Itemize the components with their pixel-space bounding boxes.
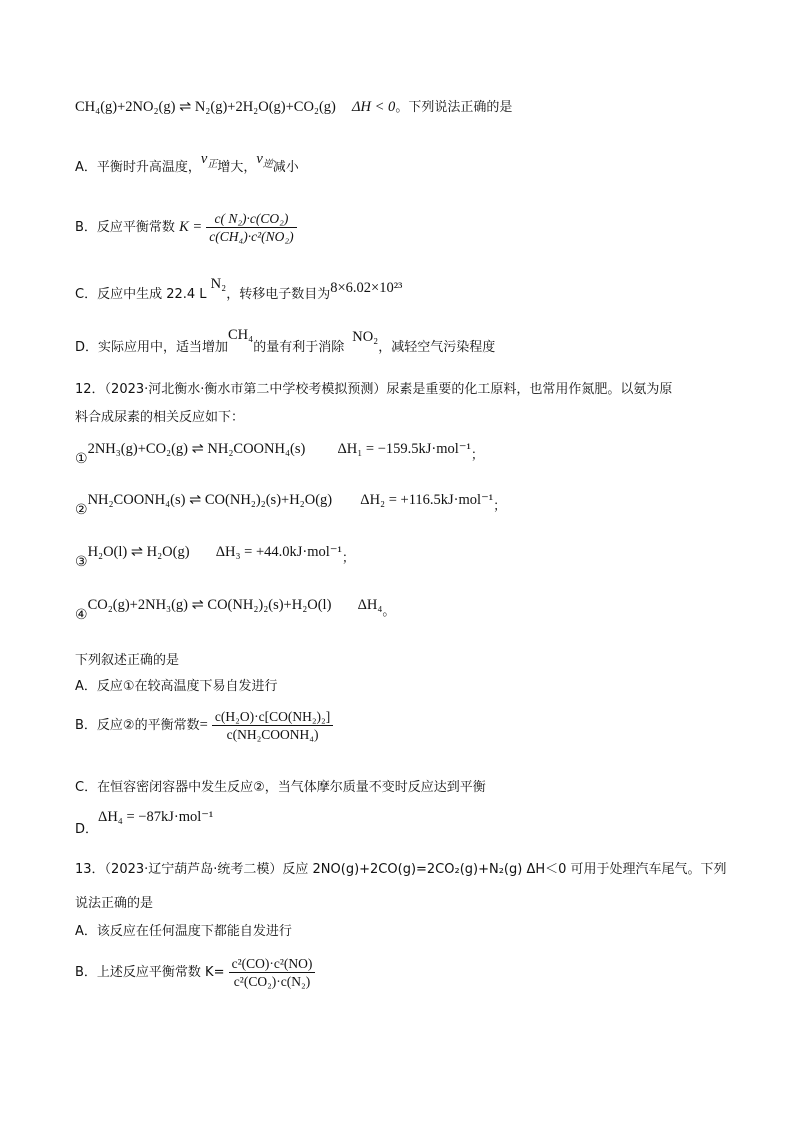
fraction-numerator: c²(CO)·c²(NO) bbox=[229, 955, 316, 973]
equilibrium-constant-fraction bbox=[212, 708, 333, 743]
reaction-enthalpy: ΔH₁ = −159.5kJ·mol⁻¹ bbox=[337, 441, 471, 457]
option-text: ，减轻空气污染程度 bbox=[378, 340, 496, 355]
fraction-denominator: c(NH₂COONH₄) bbox=[226, 727, 319, 742]
option-text: 增大， bbox=[217, 160, 257, 175]
punctuation: ； bbox=[341, 551, 355, 566]
reaction-enthalpy: ΔH₂ = +116.5kJ·mol⁻¹ bbox=[360, 492, 494, 508]
reaction-number: ④ bbox=[75, 607, 88, 623]
q12-prompt: 下列叙述正确的是 bbox=[75, 653, 180, 668]
option-text: D．实际应用中，适当增加 bbox=[75, 340, 229, 355]
punctuation: ； bbox=[470, 448, 484, 463]
q11-option-d bbox=[75, 327, 496, 357]
q12-option-a: A．反应①在较高温度下易自发进行 bbox=[75, 679, 278, 694]
fraction-denominator: c(CH₄)·c²(NO₂) bbox=[209, 229, 294, 244]
reaction-number: ③ bbox=[75, 554, 88, 570]
option-label: B．上述反应平衡常数 K= bbox=[75, 965, 225, 980]
q12-stem-line1: 12．（2023·河北衡水·衡水市第二中学校考模拟预测）尿素是重要的化工原料，也常用作氮肥。以氨为原 bbox=[75, 382, 673, 397]
punctuation: 。 bbox=[382, 604, 396, 619]
q13-stem-line1: 13．（2023·辽宁葫芦岛·统考二模）反应 2NO(g)+2CO(g)=2CO₂(g)+N₂(g) ΔH＜0 可用于处理汽车尾气。下列 bbox=[75, 862, 727, 877]
species-ch4: CH₄ bbox=[228, 327, 254, 343]
reaction-number: ① bbox=[75, 451, 88, 467]
q12-reaction-3 bbox=[75, 543, 355, 570]
q11-option-a bbox=[75, 151, 299, 177]
q11-stem-tail: 。下列说法正确的是 bbox=[395, 100, 513, 115]
q11-delta-h: ΔH < 0 bbox=[352, 99, 396, 115]
species-no2: NO₂ bbox=[352, 329, 379, 345]
q11-stem bbox=[75, 98, 512, 117]
reaction-equation: H₂O(l) ⇌ H₂O(g) bbox=[87, 544, 190, 560]
equals-sign: = bbox=[199, 717, 208, 733]
q13-option-a: A．该反应在任何温度下都能自发进行 bbox=[75, 924, 292, 939]
equilibrium-constant-fraction bbox=[229, 955, 316, 990]
option-label: A．平衡时升高温度， bbox=[75, 160, 201, 175]
option-label: D． bbox=[75, 822, 99, 837]
option-text: 的量有利于消除 bbox=[253, 340, 345, 355]
q12-reaction-4 bbox=[75, 596, 396, 623]
reaction-enthalpy: ΔH₄ bbox=[357, 597, 383, 613]
v-forward: $v_正$ bbox=[200, 151, 218, 170]
q12-option-d bbox=[75, 808, 214, 837]
punctuation: ； bbox=[493, 499, 507, 514]
q11-option-b bbox=[75, 210, 297, 245]
electron-count: 8×6.02×10²³ bbox=[330, 280, 403, 296]
reaction-number: ② bbox=[75, 502, 88, 518]
k-symbol: K = bbox=[179, 219, 203, 235]
q13-option-b bbox=[75, 955, 315, 990]
q11-equation: CH₄(g)+2NO₂(g) ⇌ N₂(g)+2H₂O(g)+CO₂(g) bbox=[75, 99, 336, 115]
option-text: C．反应中生成 22.4 L bbox=[75, 287, 207, 302]
q12-stem-line2: 料合成尿素的相关反应如下： bbox=[75, 410, 245, 425]
v-reverse: $v_逆$ bbox=[256, 151, 273, 170]
q12-reaction-1 bbox=[75, 440, 484, 467]
option-label: B．反应②的平衡常数 bbox=[75, 718, 200, 733]
fraction-numerator: c( N₂)·c(CO₂) bbox=[206, 210, 296, 228]
reaction-equation: 2NH₃(g)+CO₂(g) ⇌ NH₂COONH₄(s) bbox=[87, 441, 306, 457]
option-text: 减小 bbox=[272, 160, 299, 175]
fraction-numerator: c(H₂O)·c[CO(NH₂)₂] bbox=[212, 708, 333, 726]
option-text: ，转移电子数目为 bbox=[226, 287, 331, 302]
delta-h4-value: ΔH₄ = −87kJ·mol⁻¹ bbox=[98, 809, 214, 825]
q12-option-b bbox=[75, 708, 333, 743]
q12-reaction-2 bbox=[75, 491, 507, 518]
reaction-equation: CO₂(g)+2NH₃(g) ⇌ CO(NH₂)₂(s)+H₂O(l) bbox=[87, 597, 332, 613]
species-n2: N₂ bbox=[210, 276, 227, 292]
equilibrium-constant-fraction bbox=[206, 210, 296, 245]
fraction-denominator: c²(CO₂)·c(N₂) bbox=[233, 974, 311, 989]
option-label: B．反应平衡常数 bbox=[75, 220, 175, 235]
reaction-enthalpy: ΔH₃ = +44.0kJ·mol⁻¹ bbox=[215, 544, 342, 560]
q11-option-c bbox=[75, 276, 403, 304]
q13-stem-line2: 说法正确的是 bbox=[75, 896, 154, 911]
reaction-equation: NH₂COONH₄(s) ⇌ CO(NH₂)₂(s)+H₂O(g) bbox=[87, 492, 333, 508]
q12-option-c: C．在恒容密闭容器中发生反应②，当气体摩尔质量不变时反应达到平衡 bbox=[75, 780, 486, 795]
